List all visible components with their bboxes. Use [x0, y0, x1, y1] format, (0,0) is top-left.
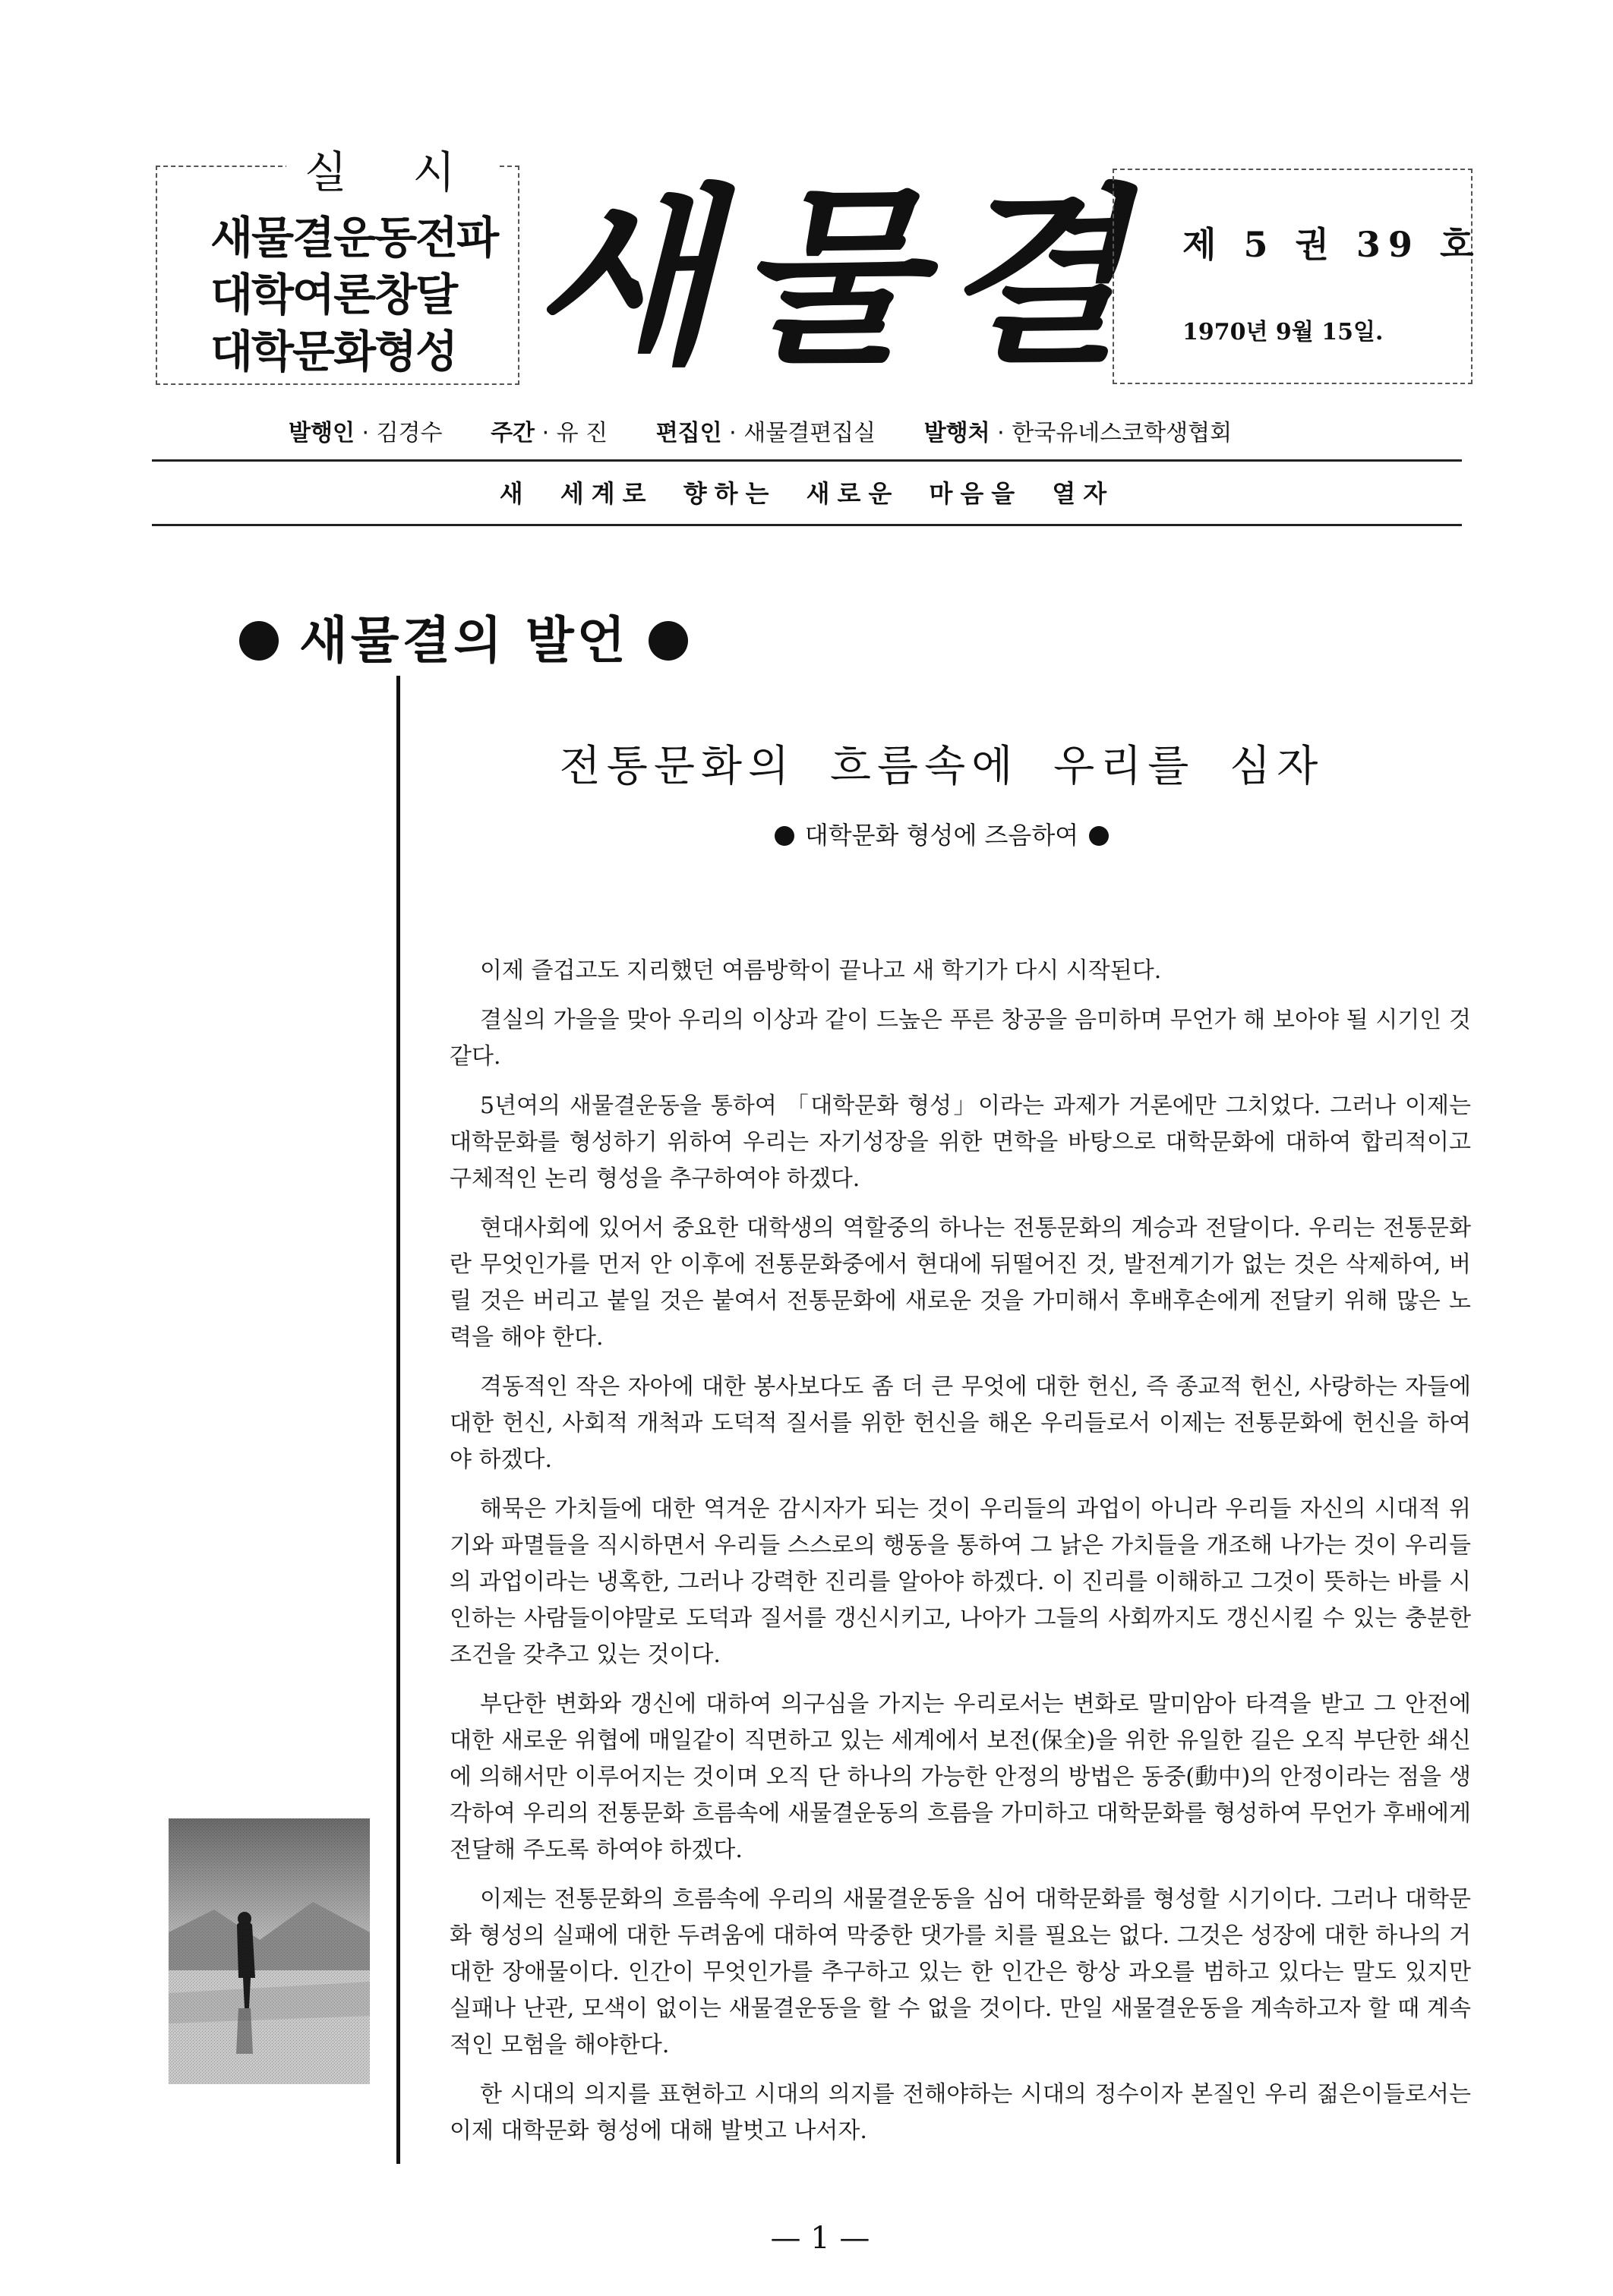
publisher-name: 김경수	[376, 420, 443, 446]
article-paragraph: 5년여의 새물결운동을 통하여 「대학문화 형성」이라는 과제가 거론에만 그치었다. 그러나 이제는 대학문화를 형성하기 위하여 우리는 자기성장을 위한 면학을 바탕으로 대학문화에 대하여 합리적이고 구체적인 논리 형성을 추구하여야 하겠다.	[450, 1093, 1471, 1192]
issuer-name: 한국유네스코학생협회	[1012, 420, 1233, 446]
slogan-line-3: 대학문화형성	[210, 326, 457, 377]
slogan-line-1: 새물결운동전파	[210, 212, 498, 263]
publisher-label: 발행인	[289, 420, 355, 446]
staff-line: 발행인 · 김경수 주간 · 유 진 편집인 · 새물결편집실 발행처 · 한국유네스코학생협회	[289, 420, 1233, 446]
article-paragraph: 한 시대의 의지를 표현하고 시대의 의지를 전해야하는 시대의 정수이자 본질인 우리 젊은이들로서는 이제 대학문화 형성에 대해 발벗고 나서자.	[450, 2081, 1471, 2144]
bullet-dot-icon	[1089, 826, 1109, 846]
article-photo	[169, 1818, 370, 2084]
article-body	[450, 953, 1471, 2162]
motto: 새 세계로 향하는 새로운 마음을 열자	[499, 479, 1115, 508]
issue-volume: 제 5 권 39 호	[1182, 224, 1482, 265]
bullet-dot-icon	[775, 826, 794, 846]
page-number: — 1 —	[770, 2221, 870, 2256]
bullet-dot-icon	[649, 621, 688, 661]
editor-label: 편집인	[655, 420, 722, 446]
slogan-label: 실 시	[286, 137, 500, 200]
photo-image	[169, 1818, 370, 2084]
issuer-label: 발행처	[923, 420, 990, 446]
chief-name: 유 진	[556, 420, 608, 446]
section-heading	[239, 600, 688, 672]
article-paragraph: 부단한 변화와 갱신에 대하여 의구심을 가지는 우리로서는 변화로 말미암아 타격을 받고 그 안전에 대한 새로운 위협에 매일같이 직면하고 있는 세계에서 보전(保全)을 위한 유일한 길은 오직 부단한 쇄신에 의해서만 이루어지는 것이며 오직 단 하나의 가능한 안정의 방법은 동중(動中)의 안정이라는 점을 생각하여 우리의 전통문화 흐름속에 새물결운동의 흐름을 가미하고 대학문화를 형성하여 무언가 후배에게 전달해 주도록 하여야 하겠다.	[450, 1691, 1471, 1863]
article-paragraph: 결실의 가을을 맞아 우리의 이상과 같이 드높은 푸른 창공을 음미하며 무언가 해 보아야 될 시기인 것 같다.	[450, 1007, 1471, 1070]
bullet-dot-icon	[239, 621, 279, 661]
issue-date: 1970년 9월 15일.	[1182, 319, 1384, 345]
newspaper-title: 새물결	[532, 166, 1146, 389]
motto-rule-bottom	[152, 524, 1462, 526]
chief-label: 주간	[491, 420, 535, 446]
article-paragraph: 해묵은 가치들에 대한 역겨운 감시자가 되는 것이 우리들의 과업이 아니라 우리들 자신의 시대적 위기와 파멸들을 직시하면서 우리들 스스로의 행동을 통하여 그 낡은 가치들을 개조해 나가는 것이 우리들의 과업이라는 냉혹한, 그러나 강력한 진리를 알아야 하겠다. 이 진리를 이해하고 그것이 뜻하는 바를 시인하는 사람들이야말로 도덕과 질서를 갱신시키고, 나아가 그들의 사회까지도 갱신시킬 수 있는 충분한 조건을 갖추고 있는 것이다.	[450, 1496, 1471, 1668]
column-rule	[396, 676, 400, 2164]
article-paragraph: 현대사회에 있어서 중요한 대학생의 역할중의 하나는 전통문화의 계승과 전달이다. 우리는 전통문화란 무엇인가를 먼저 안 이후에 전통문화중에서 현대에 뒤떨어진 것, 발전계기가 없는 것은 삭제하여, 버릴 것은 버리고 붙일 것은 붙여서 전통문화에 새로운 것을 가미해서 후배후손에게 전달키 위해 많은 노력을 해야 한다.	[450, 1215, 1471, 1351]
issue-info-box	[1113, 169, 1482, 384]
article-paragraph: 이제 즐겁고도 지리했던 여름방학이 끝나고 새 학기가 다시 시작된다.	[480, 957, 1162, 984]
slogan-line-2: 대학여론창달	[210, 269, 457, 320]
article-paragraph: 격동적인 작은 자아에 대한 봉사보다도 좀 더 큰 무엇에 대한 헌신, 즉 종교적 헌신, 사랑하는 자들에 대한 헌신, 사회적 개척과 도덕적 질서를 위한 헌신을 해온 우리들로서 이제는 전통문화에 헌신을 하여야 하겠다.	[450, 1374, 1471, 1473]
section-heading-text: 새물결의 발언	[298, 611, 629, 670]
motto-rule-top	[152, 459, 1462, 462]
article-paragraph: 이제는 전통문화의 흐름속에 우리의 새물결운동을 심어 대학문화를 형성할 시기이다. 그러나 대학문화 형성의 실패에 대한 두려움에 대하여 막중한 댓가를 치를 필요는 없다. 그것은 성장에 대한 하나의 거대한 장애물이다. 인간이 무엇인가를 추구하고 있는 한 인간은 항상 과오를 범하고 있다는 말도 있지만 실패나 난관, 모색이 없이는 새물결운동을 할 수 없을 것이다. 만일 새물결운동을 계속하고자 할 때 계속적인 모험을 해야한다.	[450, 1886, 1471, 2058]
article-title: 전통문화의 흐름속에 우리를 심자	[559, 742, 1324, 791]
article-subtitle-text: 대학문화 형성에 즈음하여	[804, 821, 1079, 850]
slogan-box	[156, 147, 519, 385]
editor-name: 새물결편집실	[743, 420, 876, 446]
article-subtitle	[410, 816, 1473, 851]
